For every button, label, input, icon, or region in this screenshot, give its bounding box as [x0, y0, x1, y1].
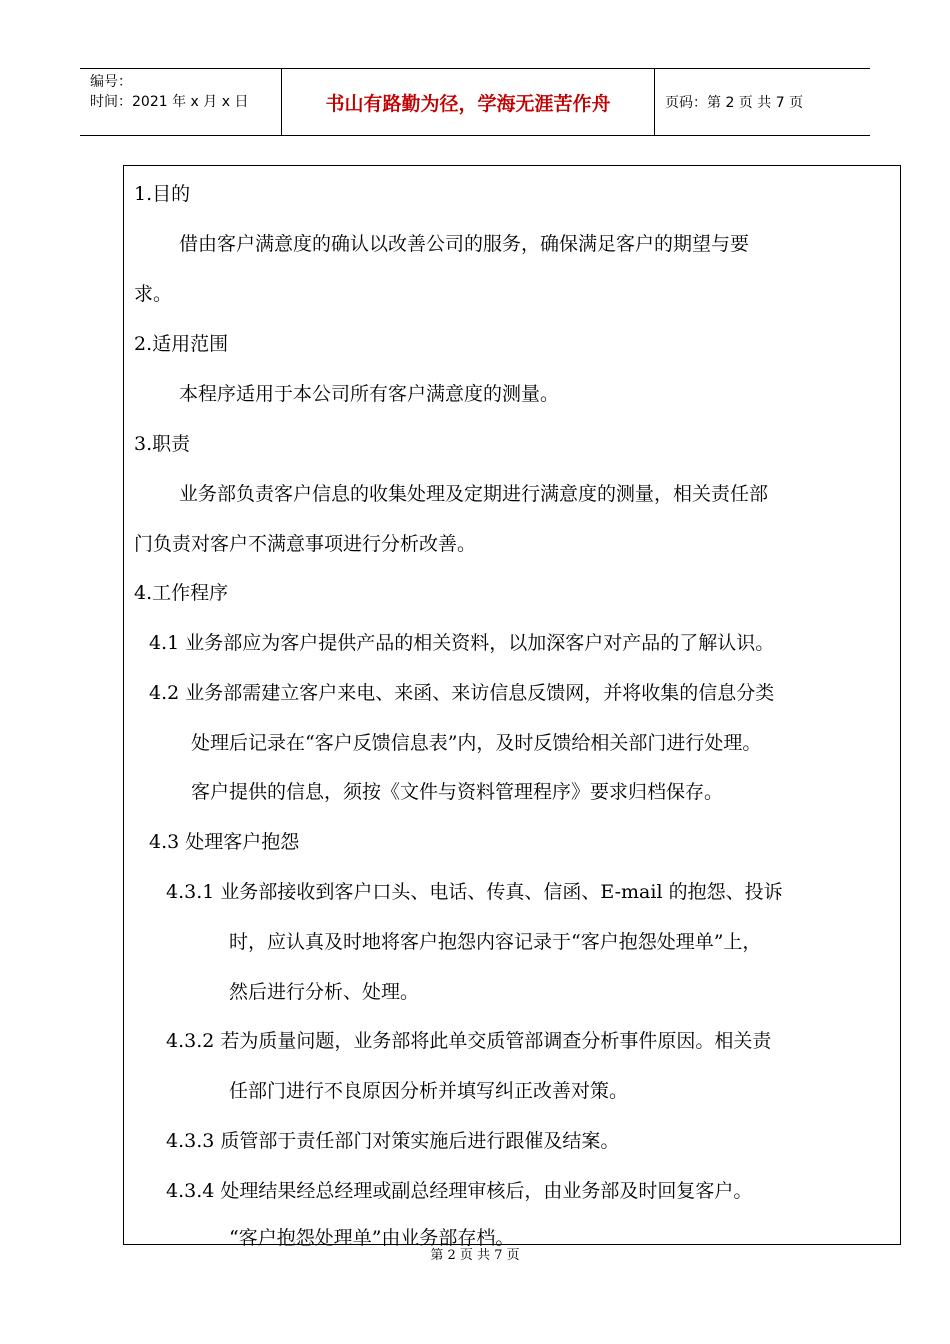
clause-4-3-3: 4.3.3 质管部于责任部门对策实施后进行跟催及结案。: [166, 1130, 620, 1152]
section-heading-responsibility: 3.职责: [134, 433, 191, 455]
paragraph-line: 客户提供的信息，须按《文件与资料管理程序》要求归档保存。: [191, 781, 724, 803]
clause-4-3: 4.3 处理客户抱怨: [149, 831, 300, 853]
document-date-label: 时间：2021 年 x 月 x 日: [90, 94, 249, 110]
paragraph-line: “客户抱怨处理单”由业务部存档。: [229, 1227, 515, 1249]
header-info-cell: [80, 69, 282, 135]
page-footer: 第 2 页 共 7 页: [430, 1248, 520, 1263]
paragraph-line: 处理后记录在“客户反馈信息表”内，及时反馈给相关部门进行处理。: [191, 732, 762, 754]
content-frame: [123, 165, 901, 1249]
paragraph-line: 本程序适用于本公司所有客户满意度的测量。: [179, 383, 560, 405]
document-header: [80, 68, 870, 136]
paragraph-line: 门负责对客户不满意事项进行分析改善。: [134, 533, 477, 555]
clause-4-2: 4.2 业务部需建立客户来电、来函、来访信息反馈网，并将收集的信息分类: [149, 682, 775, 704]
header-page-number: 页码：第 2 页 共 7 页: [665, 95, 804, 111]
header-motto: 书山有路勤为径，学海无涯苦作舟: [282, 69, 655, 135]
section-heading-scope: 2.适用范围: [134, 333, 229, 355]
paragraph-line: 任部门进行不良原因分析并填写纠正改善对策。: [229, 1080, 629, 1102]
paragraph-line: 业务部负责客户信息的收集处理及定期进行满意度的测量，相关责任部: [179, 483, 769, 505]
section-heading-purpose: 1.目的: [134, 183, 191, 205]
paragraph-line: 借由客户满意度的确认以改善公司的服务，确保满足客户的期望与要: [179, 233, 750, 255]
section-heading-procedure: 4.工作程序: [134, 582, 229, 604]
clause-4-3-4: 4.3.4 处理结果经总经理或副总经理审核后，由业务部及时回复客户。: [166, 1180, 753, 1202]
clause-4-3-2: 4.3.2 若为质量问题，业务部将此单交质管部调查分析事件原因。相关责: [166, 1030, 772, 1052]
paragraph-line: 时，应认真及时地将客户抱怨内容记录于“客户抱怨处理单”上，: [229, 931, 762, 953]
document-number-label: 编号：: [90, 74, 132, 90]
clause-4-1: 4.1 业务部应为客户提供产品的相关资料，以加深客户对产品的了解认识。: [149, 632, 775, 654]
clause-4-3-1: 4.3.1 业务部接收到客户口头、电话、传真、信函、E-mail 的抱怨、投诉: [166, 881, 783, 903]
paragraph-line: 然后进行分析、处理。: [229, 981, 420, 1003]
paragraph-line: 求。: [134, 283, 173, 305]
